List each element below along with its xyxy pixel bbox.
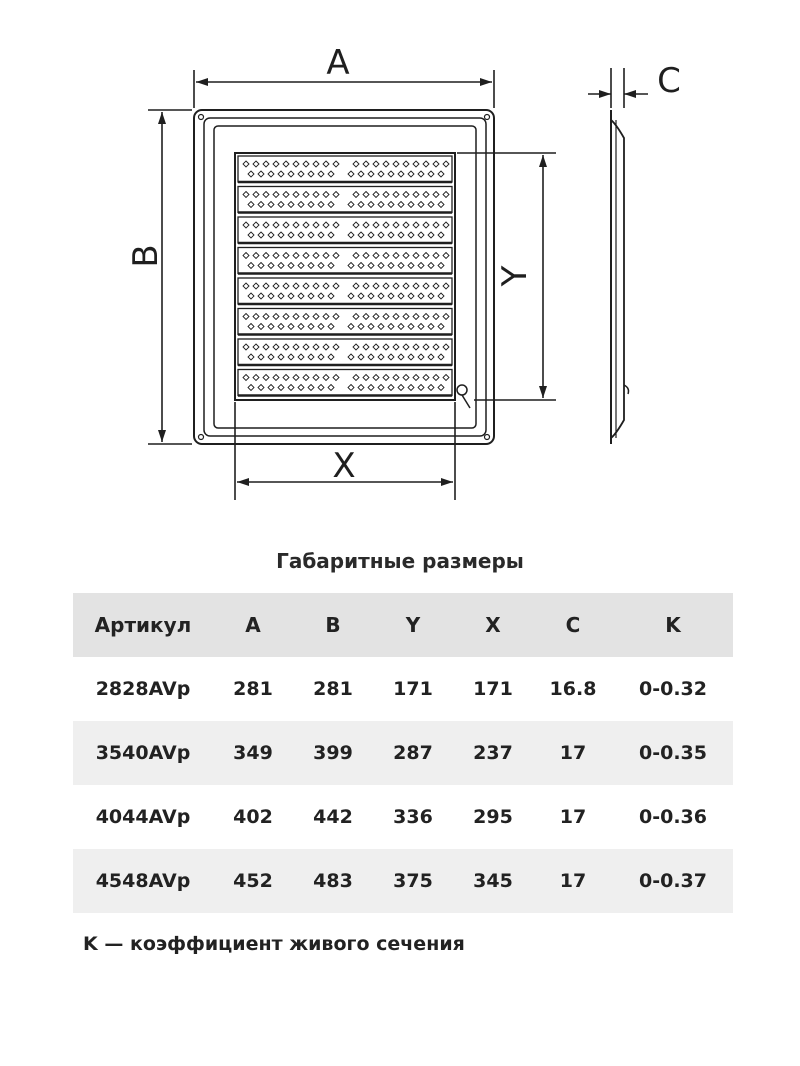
side-view (611, 110, 629, 444)
cell-x: 345 (473, 870, 513, 892)
header-article: Артикул (94, 613, 192, 637)
cell-y: 287 (393, 742, 433, 764)
cell-x: 295 (473, 806, 513, 828)
table-row (73, 785, 733, 849)
cell-x: 237 (473, 742, 513, 764)
dimension-label-c: C (657, 61, 681, 101)
table-header-row (73, 593, 733, 657)
cell-b: 281 (313, 678, 353, 700)
cell-article: 4044AVp (95, 806, 191, 828)
header-y: Y (405, 613, 421, 637)
dimension-lines (148, 68, 648, 500)
cell-x: 171 (473, 678, 513, 700)
cell-a: 349 (233, 742, 273, 764)
cell-b: 442 (313, 806, 353, 828)
dimension-label-a: A (326, 43, 350, 83)
table-row (73, 849, 733, 913)
cell-a: 281 (233, 678, 273, 700)
vent-grille-drawing (0, 0, 800, 530)
cell-b: 399 (313, 742, 353, 764)
cell-c: 17 (559, 742, 587, 764)
table-row (73, 657, 733, 721)
cell-a: 402 (233, 806, 273, 828)
header-x: X (485, 613, 501, 637)
header-b: B (325, 613, 341, 637)
cell-k: 0-0.37 (639, 870, 707, 892)
cell-y: 336 (393, 806, 433, 828)
cell-article: 3540AVp (95, 742, 191, 764)
dimensions-table (73, 593, 733, 913)
cell-article: 4548AVp (95, 870, 191, 892)
cell-c: 17 (559, 806, 587, 828)
cell-y: 375 (393, 870, 433, 892)
header-a: A (245, 613, 261, 637)
front-view (194, 110, 494, 444)
footnote: K — коэффициент живого сечения (83, 933, 465, 955)
louver-slats (238, 156, 452, 396)
cell-b: 483 (313, 870, 353, 892)
header-k: K (665, 613, 681, 637)
cell-k: 0-0.36 (639, 806, 707, 828)
dimension-label-b: B (126, 244, 166, 268)
dimension-label-y: Y (495, 265, 535, 287)
table-row (73, 721, 733, 785)
cell-k: 0-0.32 (639, 678, 707, 700)
header-c: C (565, 613, 581, 637)
cell-c: 16.8 (549, 678, 597, 700)
cell-k: 0-0.35 (639, 742, 707, 764)
cell-c: 17 (559, 870, 587, 892)
table-title: Габаритные размеры (276, 549, 524, 573)
cell-y: 171 (393, 678, 433, 700)
cell-a: 452 (233, 870, 273, 892)
dimension-label-x: X (332, 446, 356, 486)
cell-article: 2828AVp (95, 678, 191, 700)
